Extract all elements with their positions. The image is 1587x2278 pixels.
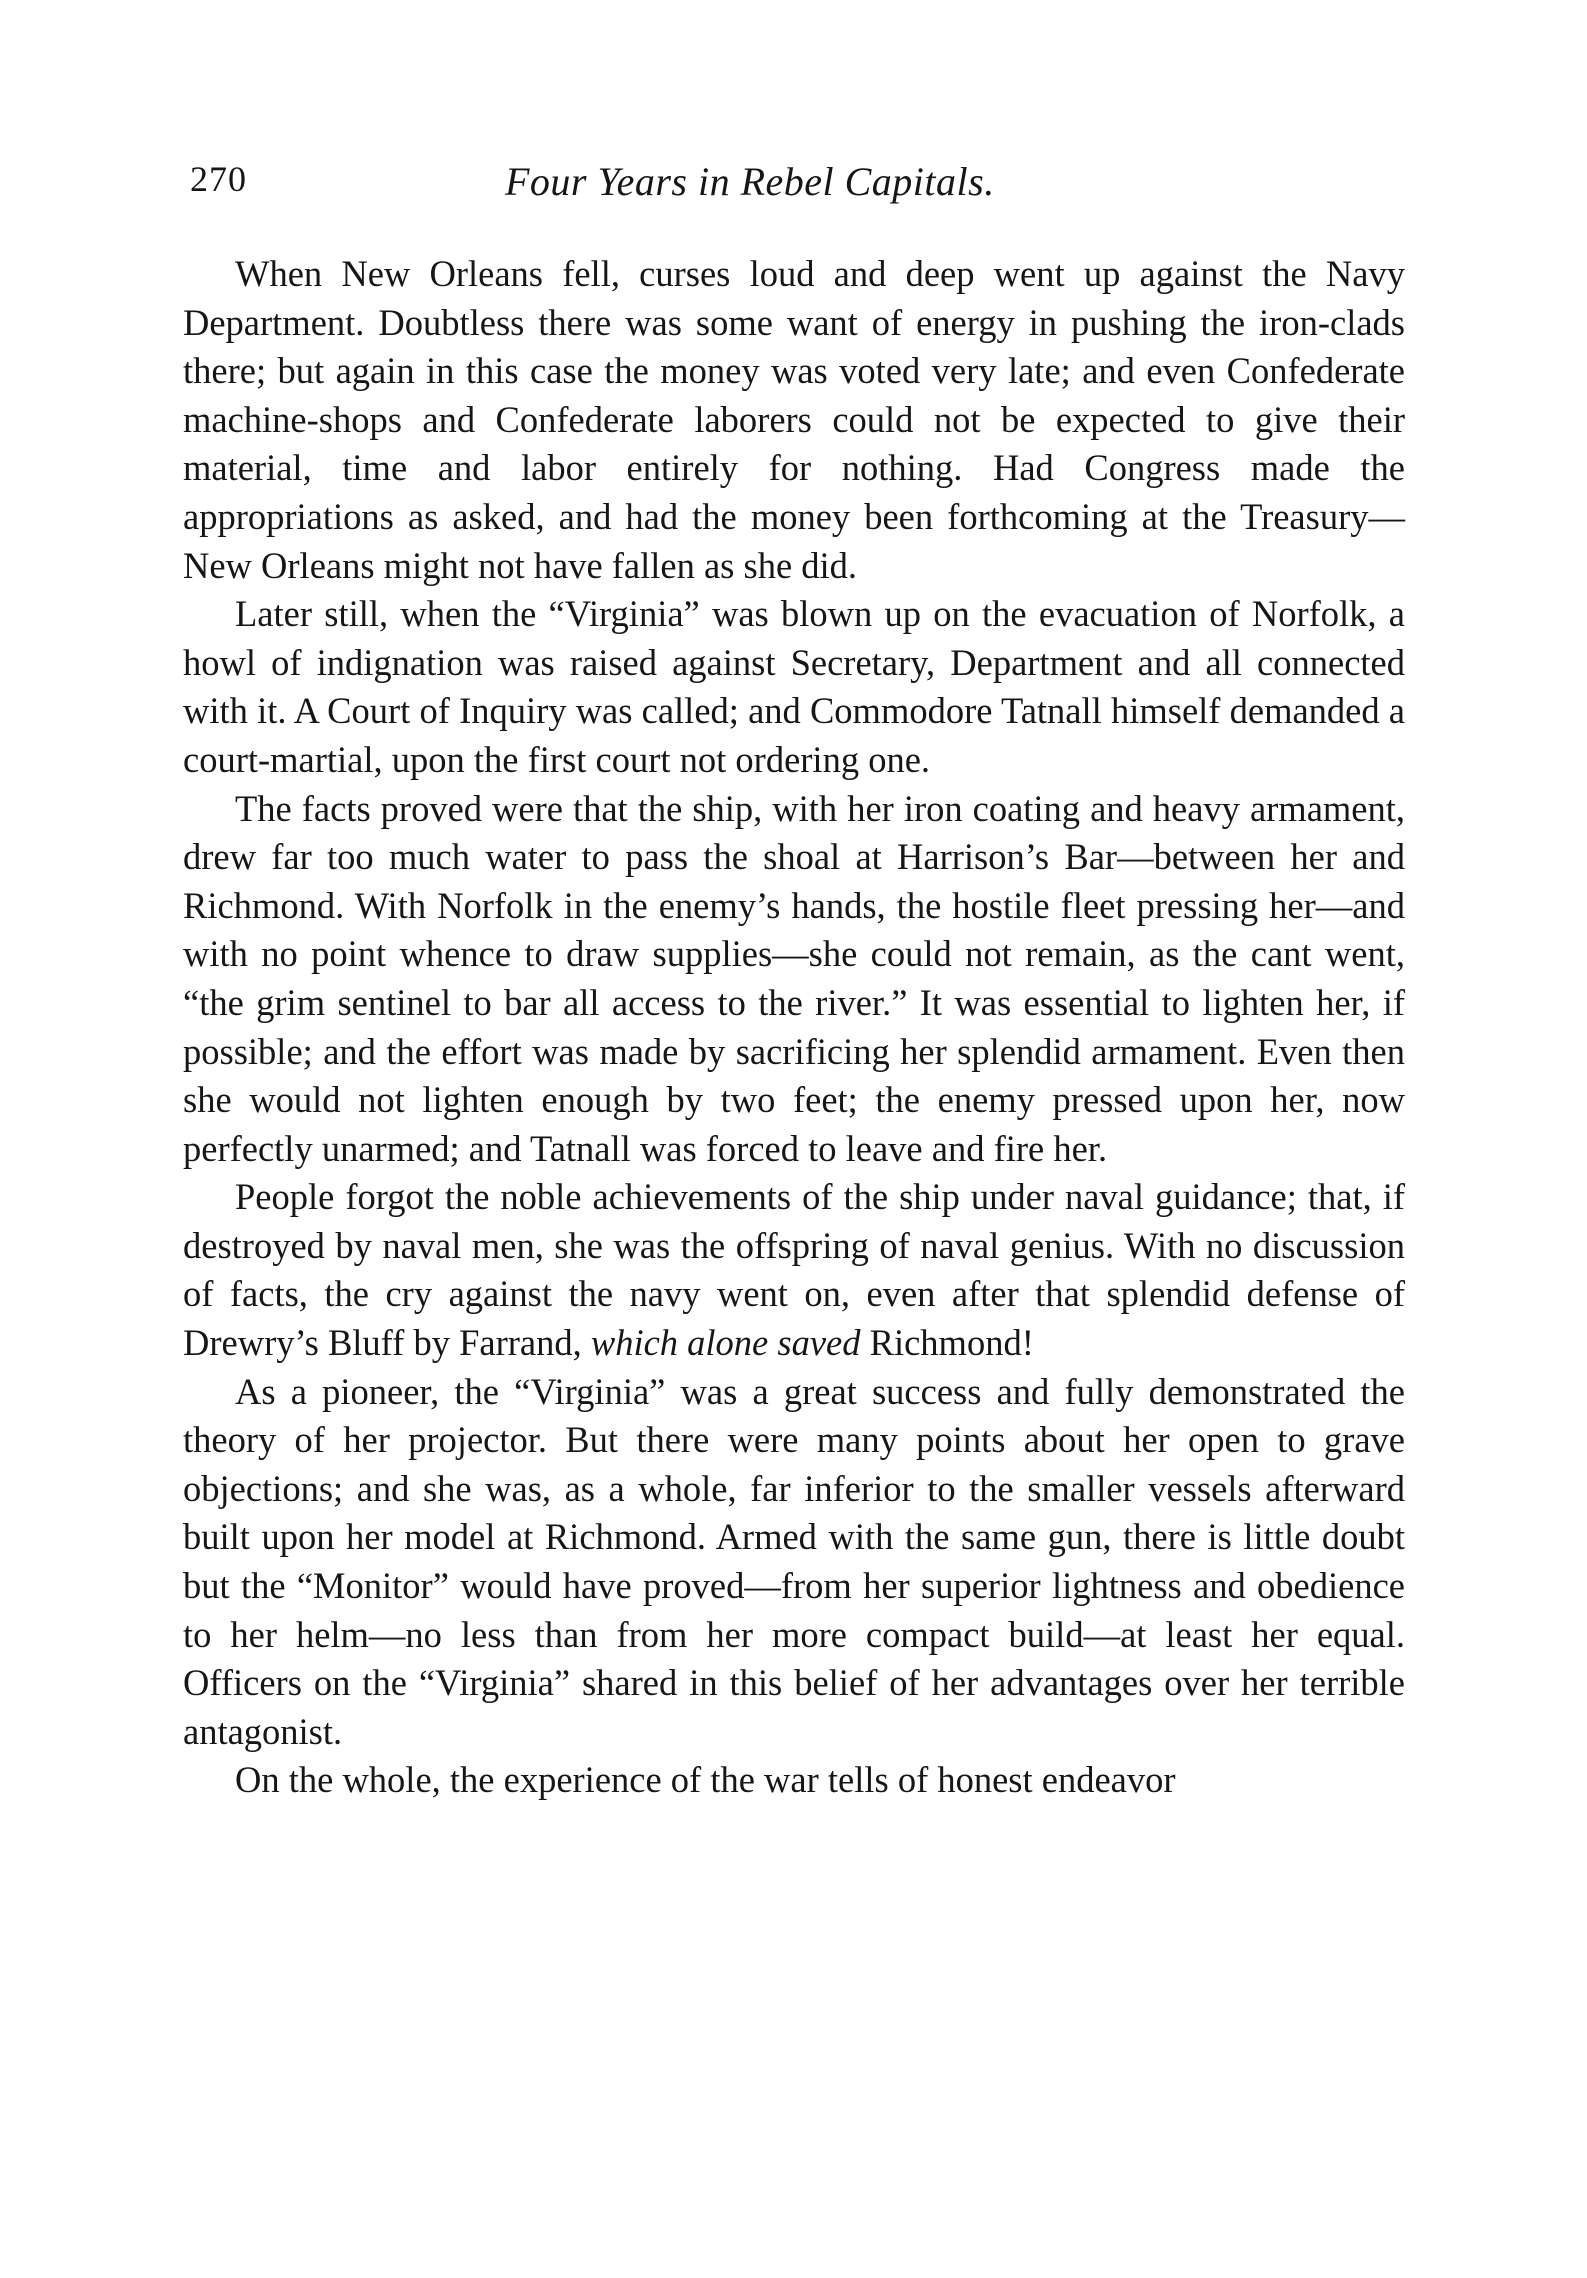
paragraph-text: People forgot the noble achievements of the ship under naval guidance; that, if destroyed by naval men, she was the offspring of naval genius. With no discussion of facts, the cry against the navy went on, even after that splendid defense of Drewry’s Bluff by Farrand,: [183, 1176, 1405, 1364]
page-number: 270: [190, 159, 247, 199]
paragraph-pioneer: [183, 1368, 1405, 1757]
paragraph-facts-proved: [183, 785, 1405, 1174]
running-head: Four Years in Rebel Capitals.: [505, 159, 995, 204]
paragraph-text-after: Richmond!: [860, 1322, 1034, 1364]
paragraph-text: When New Orleans fell, curses loud and deep went up against the Navy Department. Doubtless there was some want of energy in pushing the iron-clads there; but again in this case the money was voted very late; and even Confederate machine-shops and Confederate laborers could not be expected to give their material, time and labor entirely for nothing. Had Congress made the appropriations as asked, and had the money been forthcoming at the Treasury—New Orleans might not have fallen as she did.: [183, 253, 1405, 586]
paragraph-text: On the whole, the experience of the war tells of honest endeavor: [235, 1759, 1176, 1801]
paragraph-people-forgot: [183, 1173, 1405, 1367]
paragraph-new-orleans: [183, 250, 1405, 590]
paragraph-text: As a pioneer, the “Virginia” was a great success and fully demonstrated the theory of her projector. But there were many points about her open to grave objections; and she was, as a whole, far inferior to the smaller vessels afterward built upon her model at Richmond. Armed with the same gun, there is little doubt but the “Monitor” would have proved—from her superior lightness and obedience to her helm—no less than from her more compact build—at least her equal. Officers on the “Virginia” shared in this belief of her advantages over her terrible antagonist.: [183, 1370, 1405, 1752]
paragraph-text: The facts proved were that the ship, with her iron coating and heavy armament, drew far too much water to pass the shoal at Harrison’s Bar—between her and Richmond. With Norfolk in the enemy’s hands, the hostile fleet pressing her—and with no point whence to draw supplies—she could not remain, as the cant went, “the grim sentinel to bar all access to the river.” It was essential to lighten her, if possible; and the effort was made by sacrificing her splendid armament. Even then she would not lighten enough by two feet; the enemy pressed upon her, now perfectly unarmed; and Tatnall was forced to leave and fire her.: [183, 787, 1405, 1169]
paragraph-on-the-whole: [183, 1756, 1405, 1805]
body-text: [183, 250, 1405, 1805]
page-header: [0, 158, 1587, 208]
italic-phrase: which alone saved: [590, 1322, 861, 1364]
paragraph-text: Later still, when the “Virginia” was blown up on the evacuation of Norfolk, a howl of indignation was raised against Secretary, Department and all connected with it. A Court of Inquiry was called; and Commodore Tatnall himself demanded a court-martial, upon the first court not ordering one.: [183, 593, 1405, 780]
paragraph-virginia-blown-up: [183, 590, 1405, 784]
